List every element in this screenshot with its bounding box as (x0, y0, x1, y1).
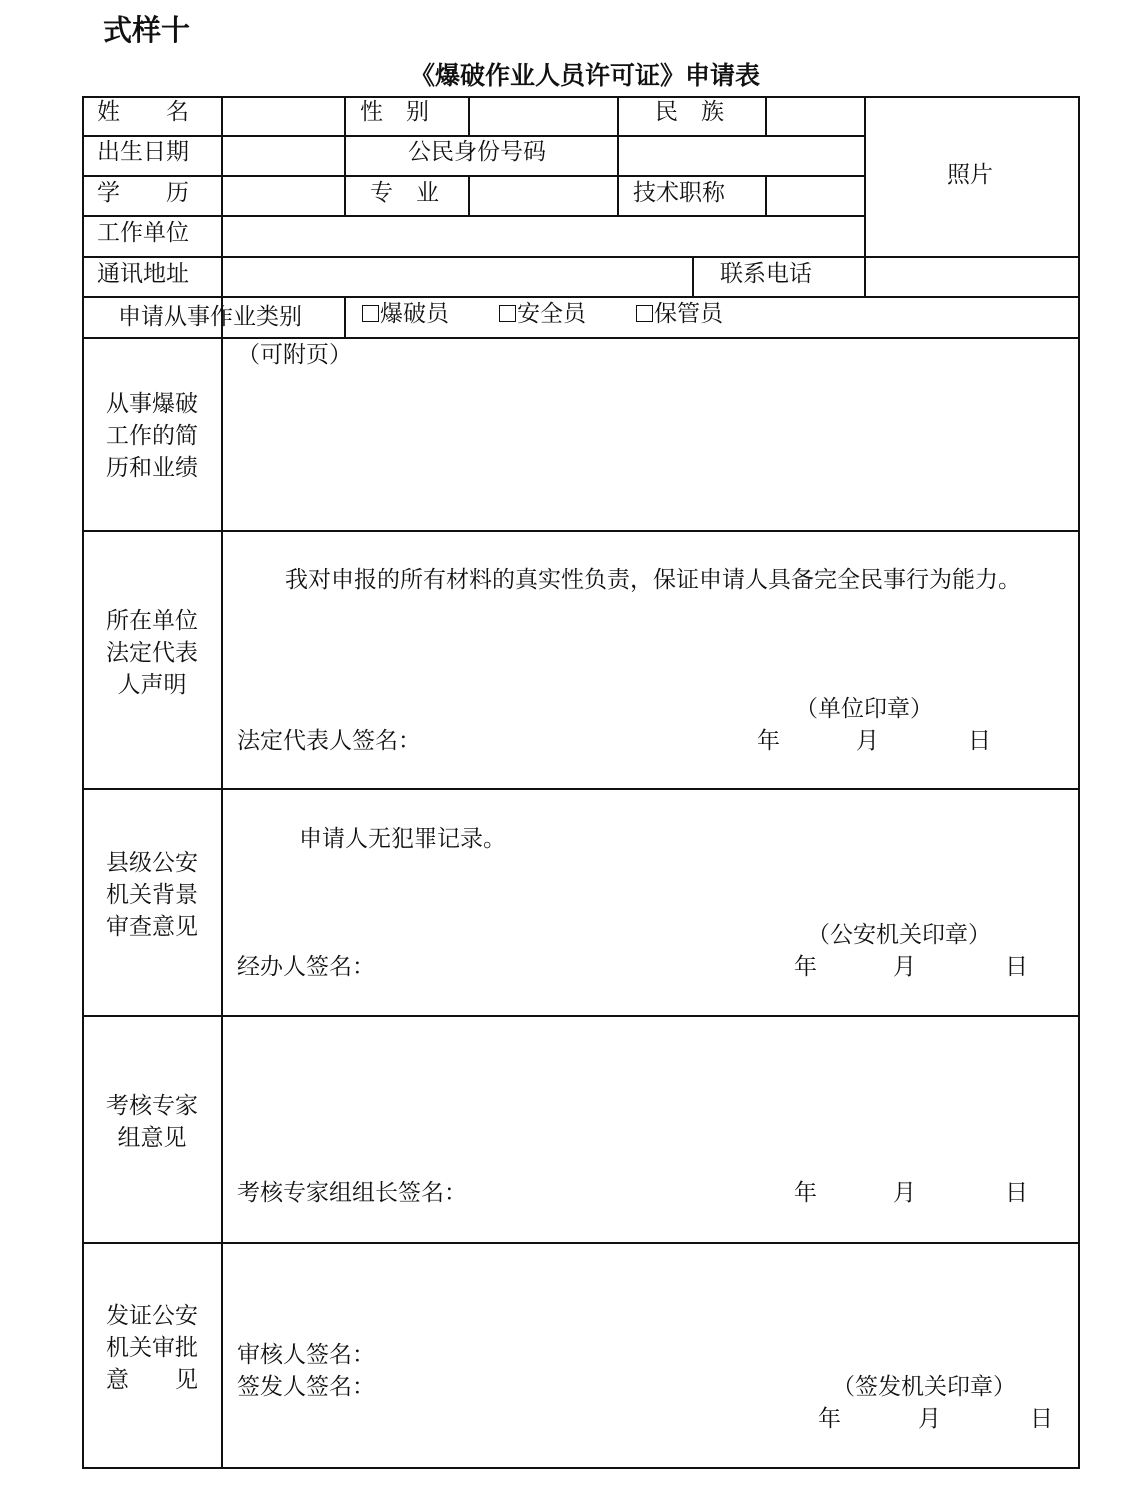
gender-label: 性 别 (360, 99, 429, 125)
column-line (344, 137, 346, 177)
label-line: 发证公安 (106, 1303, 198, 1329)
row-line (84, 296, 1079, 298)
row-line (84, 1242, 1079, 1244)
legal-rep-signature-label: 法定代表人签名： (237, 728, 421, 754)
label-line: 法定代表 (106, 640, 198, 666)
expert-leader-signature-label: 考核专家组组长签名： (237, 1180, 467, 1206)
education-label: 学 历 (97, 180, 189, 206)
row-line (84, 337, 1079, 339)
column-line (344, 177, 346, 217)
label-line: 所在单位 (106, 608, 198, 634)
handler-signature-label: 经办人签名： (237, 954, 375, 980)
year-label: 年 (794, 954, 817, 980)
address-label: 通讯地址 (97, 261, 189, 287)
phone-label: 联系电话 (720, 261, 812, 287)
photo-placeholder: 照片 (947, 162, 993, 188)
birth-date-label: 出生日期 (97, 139, 189, 165)
checkbox-icon[interactable] (362, 305, 379, 322)
label-line: 人声明 (117, 672, 187, 698)
row-line (84, 175, 864, 177)
column-line (344, 98, 346, 137)
major-label: 专 业 (370, 180, 439, 206)
title-label: 技术职称 (633, 180, 725, 206)
name-label: 姓 名 (97, 99, 189, 125)
row-line (84, 215, 864, 217)
label-line: 历和业绩 (106, 455, 198, 481)
option-blaster-label: 爆破员 (380, 301, 449, 327)
year-label: 年 (757, 728, 780, 754)
id-number-label: 公民身份号码 (408, 139, 546, 165)
day-label: 日 (968, 728, 991, 754)
row-line (84, 788, 1079, 790)
label-line: 工作的简 (106, 423, 198, 449)
police-check-section-label (84, 847, 220, 943)
no-criminal-record-statement: 申请人无犯罪记录。 (299, 826, 506, 852)
label-line: 县级公安 (106, 850, 198, 876)
column-line (468, 98, 470, 137)
day-label: 日 (1005, 954, 1028, 980)
column-line (864, 98, 866, 298)
resume-section-label (84, 388, 220, 484)
label-line: 从事爆破 (106, 391, 198, 417)
column-line (765, 177, 767, 217)
year-label: 年 (794, 1180, 817, 1206)
issuer-signature-label: 签发人签名： (237, 1374, 375, 1400)
label-line: 考核专家 (106, 1093, 198, 1119)
employer-label: 工作单位 (97, 220, 189, 246)
row-line (84, 135, 864, 137)
month-label: 月 (893, 954, 916, 980)
day-label: 日 (1005, 1180, 1028, 1206)
column-line (692, 258, 694, 298)
checkbox-icon[interactable] (499, 305, 516, 322)
column-line (765, 98, 767, 137)
issuing-section-label (84, 1300, 220, 1396)
police-seal: （公安机关印章） (807, 922, 991, 948)
label-line: 机关背景 (106, 882, 198, 908)
checkbox-blaster[interactable] (362, 303, 449, 326)
option-safety-officer-label: 安全员 (517, 301, 586, 327)
label-line: 意 见 (106, 1367, 198, 1393)
expert-section-label (84, 1090, 220, 1154)
attach-page-note: （可附页） (237, 342, 352, 368)
ethnicity-label: 民 族 (655, 99, 724, 125)
form-code: 式样十 (103, 13, 191, 47)
reviewer-signature-label: 审核人签名： (237, 1342, 375, 1368)
label-line: 组意见 (117, 1125, 187, 1151)
checkbox-custodian[interactable] (636, 303, 723, 326)
label-line: 机关审批 (106, 1335, 198, 1361)
year-label: 年 (818, 1406, 841, 1432)
job-category-label: 申请从事作业类别 (118, 304, 302, 330)
column-line (344, 298, 346, 338)
row-line (84, 530, 1079, 532)
month-label: 月 (856, 728, 879, 754)
unit-seal: （单位印章） (795, 696, 933, 722)
legal-rep-statement: 我对申报的所有材料的真实性负责，保证申请人具备完全民事行为能力。 (285, 567, 1021, 593)
checkbox-safety-officer[interactable] (499, 303, 586, 326)
row-line (84, 1015, 1079, 1017)
label-line: 审查意见 (106, 914, 198, 940)
form-title: 《爆破作业人员许可证》申请表 (409, 61, 760, 90)
row-line (84, 256, 1079, 258)
checkbox-icon[interactable] (636, 305, 653, 322)
legal-rep-section-label (84, 605, 220, 701)
column-line (617, 98, 619, 217)
month-label: 月 (918, 1406, 941, 1432)
day-label: 日 (1030, 1406, 1053, 1432)
column-line (468, 177, 470, 217)
issuing-seal: （签发机关印章） (832, 1374, 1016, 1400)
option-custodian-label: 保管员 (654, 301, 723, 327)
month-label: 月 (893, 1180, 916, 1206)
